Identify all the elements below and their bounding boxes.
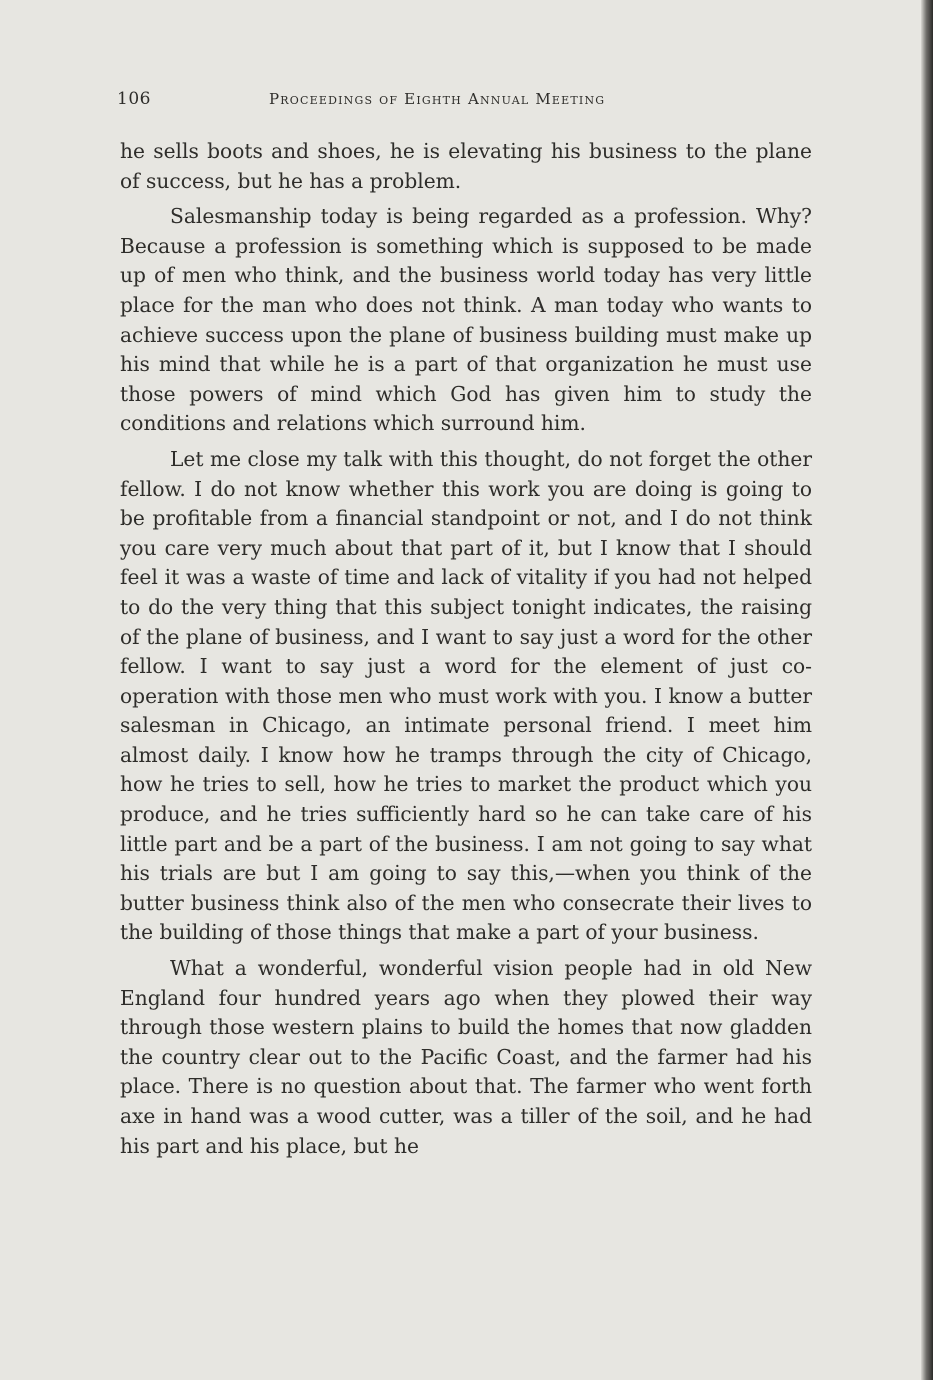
paragraph-other-fellow: Let me close my talk with this thought, do not forget the other fellow. I do not know whether this work you are doing is going to be profitable from a financial standpoint or not, and I do not think you care very much about that part of it, but I know that I should feel it was a waste of time and lack of vitality if you had not helped to do the very thing that this subject tonight indicates, the raising of the plane of business, and I want to say just a word for the other fellow. I want to say just a word for the element of just co-operation with those men who must work with you. I know a butter salesman in Chicago, an intimate personal friend. I meet him almost daily. I know how he tramps through the city of Chicago, how he tries to sell, how he tries to market the product which you produce, and he tries sufficiently hard so he can take care of his little part and be a part of the business. I am not going to say what his trials are but I am going to say this,—when you think of the butter business think also of the men who consecrate their lives to the building of those things that make a part of your business. bbox=[120, 446, 812, 945]
paragraph-salesmanship: Salesmanship today is being regarded as a profession. Why? Because a profession is something which is supposed to be made up of men who think, and the business world today has very little place for the man who does not think. A man today who wants to achieve success upon the plane of business building must make up his mind that while he is a part of that organization he must use those powers of mind which God has given him to study the conditions and relations which surround him. bbox=[120, 204, 812, 436]
paragraph-new-england: What a wonderful, wonderful vision people had in old New England four hundred years ago when they plowed their way through those western plains to build the homes that now gladden the country clear out to the Pacific Coast, and the farmer had his place. There is no question about that. The farmer who went forth axe in hand was a wood cutter, was a tiller of the soil, and he had his part and his place, but he bbox=[120, 956, 812, 1158]
page-edge-shadow bbox=[921, 0, 933, 1380]
page-number: 106 bbox=[117, 89, 151, 109]
paragraph-continued: he sells boots and shoes, he is elevating his business to the plane of success, but he has a problem. bbox=[120, 139, 812, 193]
body-text bbox=[120, 137, 812, 1167]
header-title: Proceedings of Eighth Annual Meeting bbox=[269, 90, 606, 108]
running-header bbox=[117, 89, 812, 113]
